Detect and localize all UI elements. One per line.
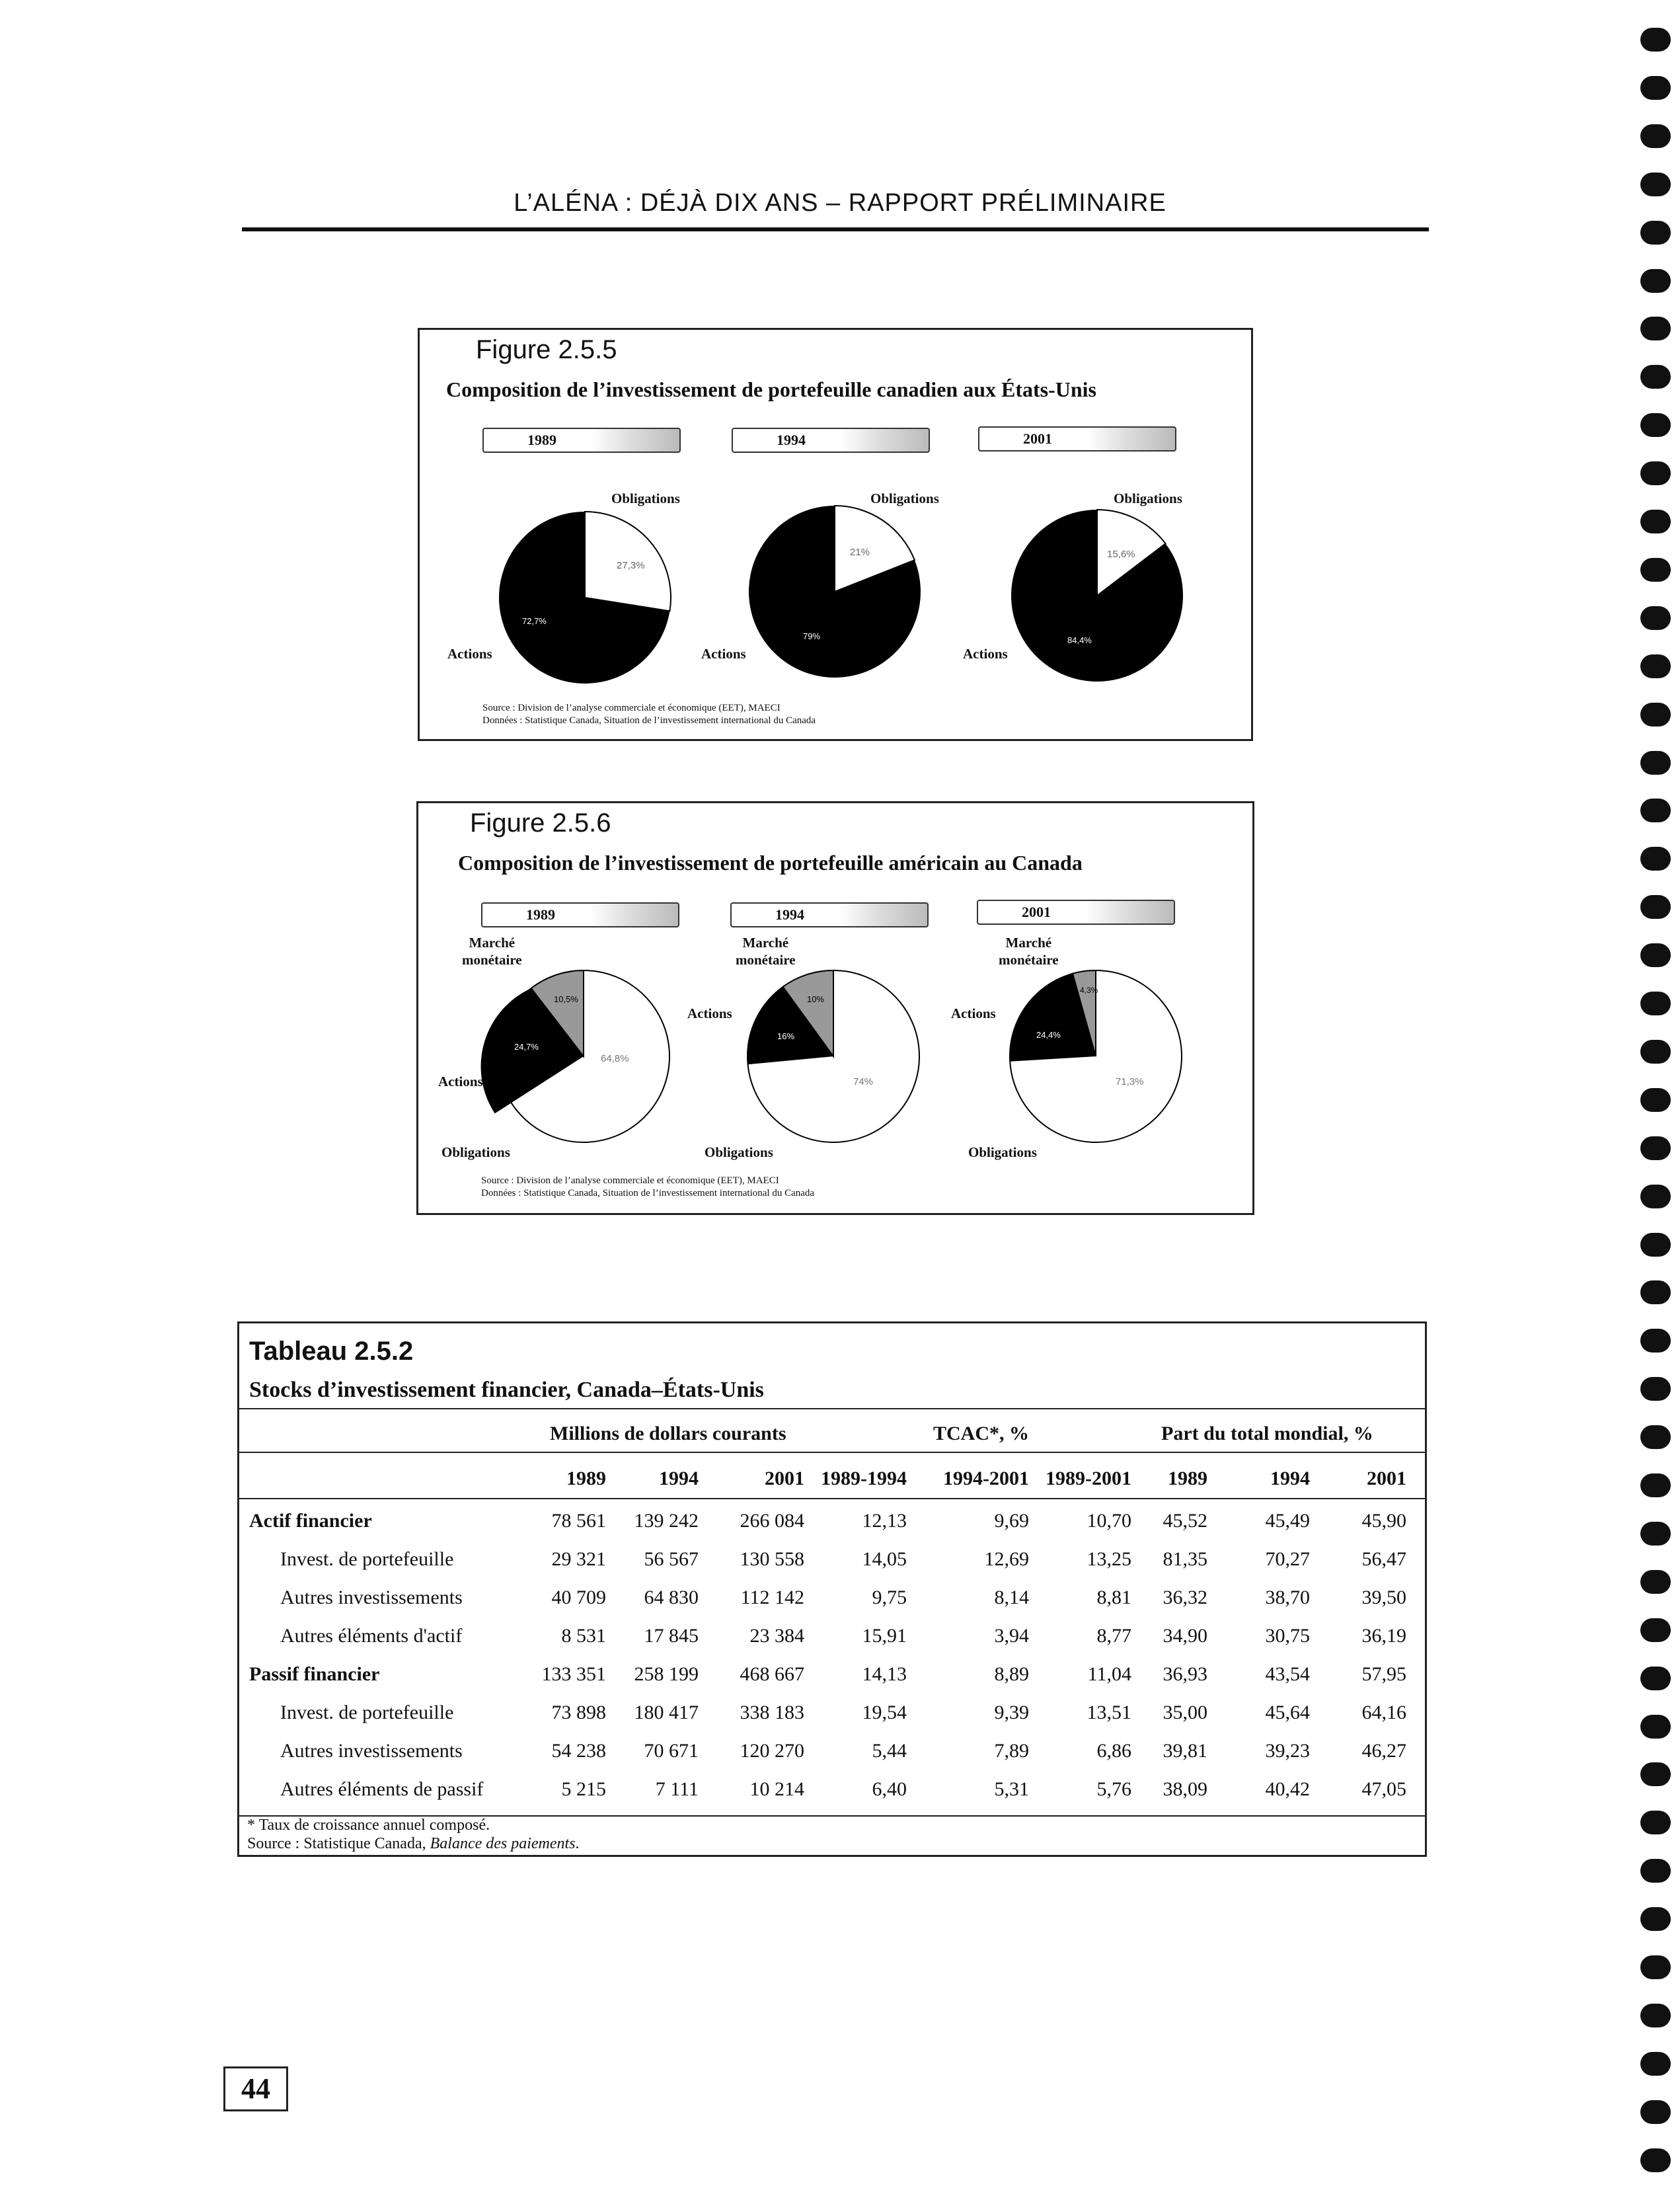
binder-hole xyxy=(1640,1762,1671,1786)
table-cell: 38,09 xyxy=(1163,1778,1207,1800)
column-header: 2001 xyxy=(1367,1468,1406,1489)
binder-hole xyxy=(1640,703,1671,726)
table-cell: 38,70 xyxy=(1265,1587,1310,1608)
rule xyxy=(239,1452,1425,1453)
table-cell: 36,93 xyxy=(1163,1663,1207,1685)
pct-obligations: 27,3% xyxy=(617,560,645,571)
column-header: 1994 xyxy=(659,1468,699,1489)
binder-hole xyxy=(1640,2004,1671,2027)
table-cell: 9,39 xyxy=(994,1702,1029,1723)
label-obligations: Obligations xyxy=(870,491,939,506)
binder-hole xyxy=(1640,221,1671,245)
table-cell: 8,89 xyxy=(994,1663,1029,1685)
table-cell: 11,04 xyxy=(1087,1663,1131,1685)
table-cell: 34,90 xyxy=(1163,1625,1207,1647)
pct-monetaire: 4,3% xyxy=(1080,986,1098,995)
table-cell: 29 321 xyxy=(551,1548,606,1570)
pie-2001 xyxy=(1003,964,1188,1149)
pct-actions: 16% xyxy=(777,1031,795,1041)
binder-hole xyxy=(1640,2052,1671,2076)
binder-hole xyxy=(1640,1329,1671,1353)
table-cell: 78 561 xyxy=(551,1510,606,1532)
year-box-1989: 1989 xyxy=(481,902,679,927)
figure-label: Figure 2.5.5 xyxy=(476,335,617,364)
binder-hole xyxy=(1640,510,1671,533)
figure-label: Figure 2.5.6 xyxy=(470,808,611,838)
binder-hole xyxy=(1640,1185,1671,1208)
label-obligations: Obligations xyxy=(968,1144,1037,1160)
table-cell: 468 667 xyxy=(740,1663,804,1685)
table-cell: 338 183 xyxy=(740,1702,804,1723)
binder-hole xyxy=(1640,847,1671,871)
binder-hole xyxy=(1640,365,1671,389)
table-cell: 8 531 xyxy=(561,1625,606,1647)
table-cell: 8,77 xyxy=(1096,1625,1131,1647)
figure-source: Source : Division de l’analyse commerciale et économique (EET), MAECI Données : Statistique Canada, Situation de l’investissement international du Canada xyxy=(481,1175,815,1198)
figure-title: Composition de l’investissement de portefeuille américain au Canada xyxy=(458,851,1083,875)
column-header: 1989-1994 xyxy=(821,1468,907,1489)
table-cell: 112 142 xyxy=(740,1587,804,1608)
table-cell: 45,49 xyxy=(1265,1510,1310,1532)
pct-actions: 24,4% xyxy=(1036,1030,1061,1040)
binder-hole xyxy=(1640,1425,1671,1449)
year-box-1994: 1994 xyxy=(730,902,929,927)
label-obligations: Obligations xyxy=(1114,491,1182,506)
table-cell: 6,40 xyxy=(872,1778,907,1800)
table-cell: 5,44 xyxy=(872,1740,907,1762)
pct-obligations: 74% xyxy=(853,1076,874,1087)
table-cell: 36,19 xyxy=(1361,1625,1406,1647)
binder-hole xyxy=(1640,558,1671,582)
row-label: Invest. de portefeuille xyxy=(280,1548,454,1570)
column-header: 1994-2001 xyxy=(943,1468,1029,1489)
row-label: Autres éléments d'actif xyxy=(280,1625,463,1647)
table-cell: 5 215 xyxy=(561,1778,606,1800)
binder-hole xyxy=(1640,28,1671,52)
binder-hole xyxy=(1640,2100,1671,2124)
pct-monetaire: 10,5% xyxy=(554,994,578,1004)
binder-hole xyxy=(1640,269,1671,293)
table-cell: 64,16 xyxy=(1361,1702,1406,1723)
group-header-tcac: TCAC*, % xyxy=(933,1423,1030,1444)
binder-hole xyxy=(1640,1715,1671,1739)
table-cell: 9,69 xyxy=(994,1510,1029,1532)
table-cell: 15,91 xyxy=(862,1625,907,1647)
table-cell: 40 709 xyxy=(551,1587,606,1608)
row-label: Passif financier xyxy=(249,1663,380,1685)
table-cell: 3,94 xyxy=(994,1625,1029,1647)
binder-hole xyxy=(1640,1811,1671,1834)
table-cell: 8,81 xyxy=(1096,1587,1131,1608)
table-cell: 30,75 xyxy=(1265,1625,1310,1647)
pct-actions: 72,7% xyxy=(522,616,547,626)
column-header: 1989 xyxy=(1168,1468,1207,1489)
table-cell: 81,35 xyxy=(1163,1548,1207,1570)
table-cell: 46,27 xyxy=(1361,1740,1406,1762)
table-cell: 12,13 xyxy=(862,1510,907,1532)
column-header: 2001 xyxy=(765,1468,804,1489)
table-cell: 23 384 xyxy=(749,1625,804,1647)
binder-hole xyxy=(1640,895,1671,919)
group-header-millions: Millions de dollars courants xyxy=(550,1423,786,1444)
binder-hole xyxy=(1640,1618,1671,1642)
year-box-2001: 2001 xyxy=(977,900,1175,925)
binder-hole xyxy=(1640,1667,1671,1690)
table-cell: 57,95 xyxy=(1361,1663,1406,1685)
year-box-2001: 2001 xyxy=(978,426,1176,451)
table-cell: 70,27 xyxy=(1265,1548,1310,1570)
table-cell: 56 567 xyxy=(644,1548,699,1570)
binder-hole xyxy=(1640,606,1671,630)
pie-1989 xyxy=(491,964,676,1149)
pct-actions: 24,7% xyxy=(514,1042,539,1052)
group-header-part: Part du total mondial, % xyxy=(1161,1423,1373,1444)
table-cell: 133 351 xyxy=(541,1663,606,1685)
table-cell: 45,64 xyxy=(1265,1702,1310,1723)
table-cell: 45,52 xyxy=(1163,1510,1207,1532)
row-label: Autres éléments de passif xyxy=(280,1778,484,1800)
pie-1994 xyxy=(742,499,927,684)
table-cell: 35,00 xyxy=(1163,1702,1207,1723)
rule xyxy=(239,1408,1425,1409)
binder-hole xyxy=(1640,1088,1671,1112)
label-obligations: Obligations xyxy=(611,491,680,506)
header-rule xyxy=(242,227,1429,231)
binder-hole xyxy=(1640,799,1671,822)
table-cell: 14,13 xyxy=(862,1663,907,1685)
table-cell: 54 238 xyxy=(551,1740,606,1762)
pct-actions: 79% xyxy=(803,631,821,641)
pie-1994 xyxy=(741,964,926,1149)
binder-hole xyxy=(1640,1136,1671,1160)
column-header: 1989-2001 xyxy=(1046,1468,1131,1489)
table-2-5-2 xyxy=(237,1321,1427,1857)
table-cell: 56,47 xyxy=(1361,1548,1406,1570)
table-cell: 5,76 xyxy=(1096,1778,1131,1800)
table-cell: 8,14 xyxy=(994,1587,1029,1608)
pie-1989 xyxy=(492,505,677,690)
binder-hole xyxy=(1640,1473,1671,1497)
rule xyxy=(239,1498,1425,1499)
table-cell: 45,90 xyxy=(1361,1510,1406,1532)
table-cell: 47,05 xyxy=(1361,1778,1406,1800)
table-cell: 64 830 xyxy=(644,1587,699,1608)
year-box-1989: 1989 xyxy=(482,428,681,453)
binder-hole xyxy=(1640,461,1671,485)
pct-actions: 84,4% xyxy=(1067,635,1092,645)
binder-hole xyxy=(1640,413,1671,437)
pct-obligations: 21% xyxy=(850,547,870,558)
label-actions: Actions xyxy=(687,1005,732,1021)
binder-hole xyxy=(1640,943,1671,967)
running-header: L’ALÉNA : DÉJÀ DIX ANS – RAPPORT PRÉLIMINAIRE xyxy=(514,189,1166,217)
footnote: * Taux de croissance annuel composé. xyxy=(247,1817,490,1834)
figure-source: Source : Division de l’analyse commerciale et économique (EET), MAECI Données : Statistique Canada, Situation de l’investissement international du Canada xyxy=(482,703,816,726)
table-cell: 70 671 xyxy=(644,1740,699,1762)
figure-2-5-5 xyxy=(418,328,1253,741)
table-cell: 12,69 xyxy=(984,1548,1029,1570)
table-cell: 120 270 xyxy=(740,1740,804,1762)
table-title: Stocks d’investissement financier, Canada–États-Unis xyxy=(249,1378,764,1402)
table-cell: 40,42 xyxy=(1265,1778,1310,1800)
label-obligations: Obligations xyxy=(441,1144,510,1160)
pct-obligations: 15,6% xyxy=(1107,549,1135,560)
pie-2001 xyxy=(1005,503,1190,688)
label-obligations: Obligations xyxy=(705,1144,773,1160)
table-cell: 43,54 xyxy=(1265,1663,1310,1685)
row-label: Autres investissements xyxy=(280,1740,463,1762)
table-cell: 14,05 xyxy=(862,1548,907,1570)
label-marche-monetaire: Marché monétaire xyxy=(999,935,1059,968)
binder-hole xyxy=(1640,1907,1671,1931)
pct-obligations: 64,8% xyxy=(601,1053,629,1064)
table-cell: 39,81 xyxy=(1163,1740,1207,1762)
table-cell: 6,86 xyxy=(1096,1740,1131,1762)
label-actions: Actions xyxy=(447,646,492,662)
binder-hole xyxy=(1640,751,1671,775)
page-number: 44 xyxy=(223,2066,288,2111)
table-cell: 7,89 xyxy=(994,1740,1029,1762)
binder-hole xyxy=(1640,1522,1671,1546)
row-label: Invest. de portefeuille xyxy=(280,1702,454,1723)
table-source: Source : Statistique Canada, Balance des paiements. xyxy=(247,1835,580,1852)
table-cell: 13,51 xyxy=(1087,1702,1131,1723)
table-cell: 73 898 xyxy=(551,1702,606,1723)
table-cell: 266 084 xyxy=(740,1510,804,1532)
table-cell: 39,50 xyxy=(1361,1587,1406,1608)
table-cell: 17 845 xyxy=(644,1625,699,1647)
table-cell: 258 199 xyxy=(634,1663,699,1685)
table-cell: 10,70 xyxy=(1087,1510,1131,1532)
table-cell: 39,23 xyxy=(1265,1740,1310,1762)
figure-title: Composition de l’investissement de portefeuille canadien aux États-Unis xyxy=(446,377,1096,401)
label-actions: Actions xyxy=(438,1074,483,1089)
binder-hole xyxy=(1640,124,1671,148)
binder-hole xyxy=(1640,1040,1671,1064)
table-cell: 36,32 xyxy=(1163,1587,1207,1608)
table-cell: 7 111 xyxy=(655,1778,699,1800)
column-header: 1994 xyxy=(1270,1468,1310,1489)
table-cell: 180 417 xyxy=(634,1702,699,1723)
row-label: Actif financier xyxy=(249,1510,372,1532)
column-header: 1989 xyxy=(566,1468,606,1489)
binder-hole xyxy=(1640,1377,1671,1401)
row-label: Autres investissements xyxy=(280,1587,463,1608)
label-marche-monetaire: Marché monétaire xyxy=(736,935,796,968)
table-cell: 5,31 xyxy=(994,1778,1029,1800)
table-cell: 9,75 xyxy=(872,1587,907,1608)
table-cell: 13,25 xyxy=(1087,1548,1131,1570)
binder-hole xyxy=(1640,1570,1671,1594)
binder-hole xyxy=(1640,1859,1671,1883)
binder-hole xyxy=(1640,1955,1671,1979)
table-cell: 10 214 xyxy=(749,1778,804,1800)
table-cell: 19,54 xyxy=(862,1702,907,1723)
table-cell: 139 242 xyxy=(634,1510,699,1532)
binder-hole xyxy=(1640,317,1671,340)
pct-obligations: 71,3% xyxy=(1116,1076,1144,1087)
binder-hole xyxy=(1640,992,1671,1015)
table-label: Tableau 2.5.2 xyxy=(249,1337,414,1366)
binder-hole xyxy=(1640,654,1671,678)
label-actions: Actions xyxy=(951,1005,996,1021)
pct-monetaire: 10% xyxy=(807,994,825,1004)
binder-hole xyxy=(1640,76,1671,100)
figure-2-5-6 xyxy=(416,801,1254,1215)
binder-hole xyxy=(1640,1233,1671,1257)
binder-hole xyxy=(1640,2148,1671,2172)
binder-hole xyxy=(1640,1280,1671,1304)
label-marche-monetaire: Marché monétaire xyxy=(462,935,522,968)
label-actions: Actions xyxy=(701,646,746,662)
label-actions: Actions xyxy=(963,646,1008,662)
year-box-1994: 1994 xyxy=(732,428,930,453)
table-cell: 130 558 xyxy=(740,1548,804,1570)
